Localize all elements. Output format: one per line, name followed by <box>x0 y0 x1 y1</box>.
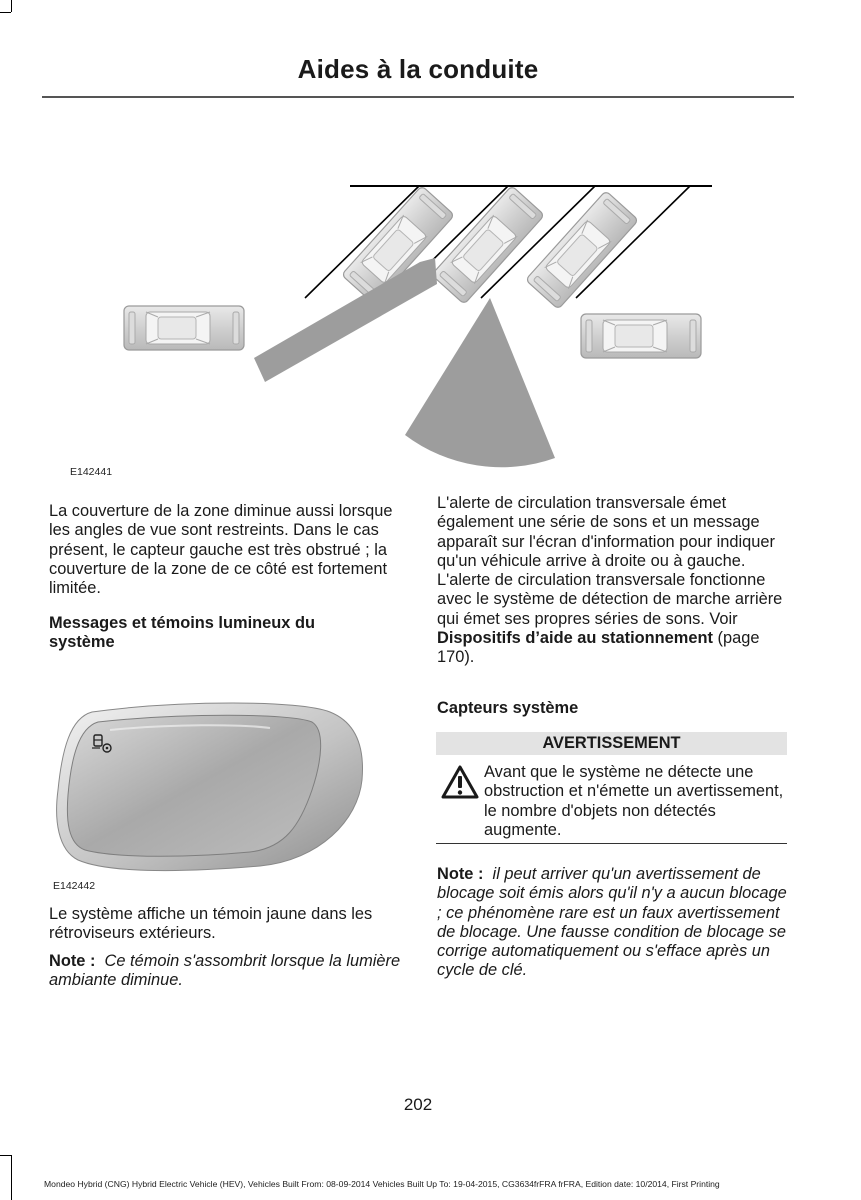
page-reference: (page 170). <box>437 629 760 667</box>
warning-text-block <box>437 763 789 840</box>
left-column <box>49 502 405 598</box>
figure-id: E142441 <box>70 466 113 478</box>
crop-mark <box>0 12 11 13</box>
title-divider <box>42 96 794 98</box>
note-label: Note : <box>49 952 96 970</box>
right-column <box>437 494 789 668</box>
heading-line: système <box>49 633 115 651</box>
side-mirror-illustration <box>50 700 370 875</box>
figure-id: E142442 <box>53 880 96 892</box>
note-label: Note : <box>437 865 484 883</box>
crop-mark <box>11 0 12 12</box>
crop-mark <box>11 1155 12 1200</box>
section-heading: Capteurs système <box>437 699 579 717</box>
cross-traffic-paragraph: L'alerte de circulation transversale émet également une série de sons et un message apparaît sur l'écran d'information pour indiquer qu'un véhicule arrive à droite ou à gauche. L'alerte de circulation transversale fonctionne avec le système de détection de marche arrière qui émet ses propres séries de sons. Voir <box>437 494 783 628</box>
warning-title: AVERTISSEMENT <box>436 732 787 755</box>
note <box>437 865 789 981</box>
footer-text: Mondeo Hybrid (CNG) Hybrid Electric Vehicle (HEV), Vehicles Built From: 08-09-2014 Vehicles Built Up To: 19-04-2015, CG3634frFRA frFRA, Edition date: 10/2014, First Printing <box>44 1179 720 1189</box>
warning-divider <box>436 843 787 844</box>
indicator-paragraph: Le système affiche un témoin jaune dans les rétroviseurs extérieurs. <box>49 905 373 943</box>
warning-text: Avant que le système ne détecte une obstruction et n'émette un avertissement, le nombre d'objets non détectés augmente. <box>484 763 784 839</box>
heading-line: Messages et témoins lumineux du <box>49 614 315 632</box>
note-text: il peut arriver qu'un avertissement de blocage soit émis alors qu'il n'y a aucun blocage ; ce phénomène rare est un faux avertissement de blocage. Une fausse condition de blocage se corrige automatiquement ou s'efface après un cycle de clé. <box>437 865 787 980</box>
page-number: 202 <box>403 1095 433 1114</box>
parking-aid-link[interactable]: Dispositifs d’aide au stationnement <box>437 629 713 648</box>
note <box>49 952 405 991</box>
section-heading <box>49 614 405 652</box>
blind-spot-indicator-icon <box>91 733 115 755</box>
parking-sensor-diagram <box>100 170 740 470</box>
note-text: Ce témoin s'assombrit lorsque la lumière ambiante diminue. <box>49 952 401 990</box>
page-title: Aides à la conduite <box>297 54 539 84</box>
crop-mark <box>0 1155 11 1156</box>
coverage-paragraph: La couverture de la zone diminue aussi lorsque les angles de vue sont restreints. Dans le cas présent, le capteur gauche est très obstrué ; la couverture de la zone de ce côté est fortement limitée. <box>49 502 393 598</box>
